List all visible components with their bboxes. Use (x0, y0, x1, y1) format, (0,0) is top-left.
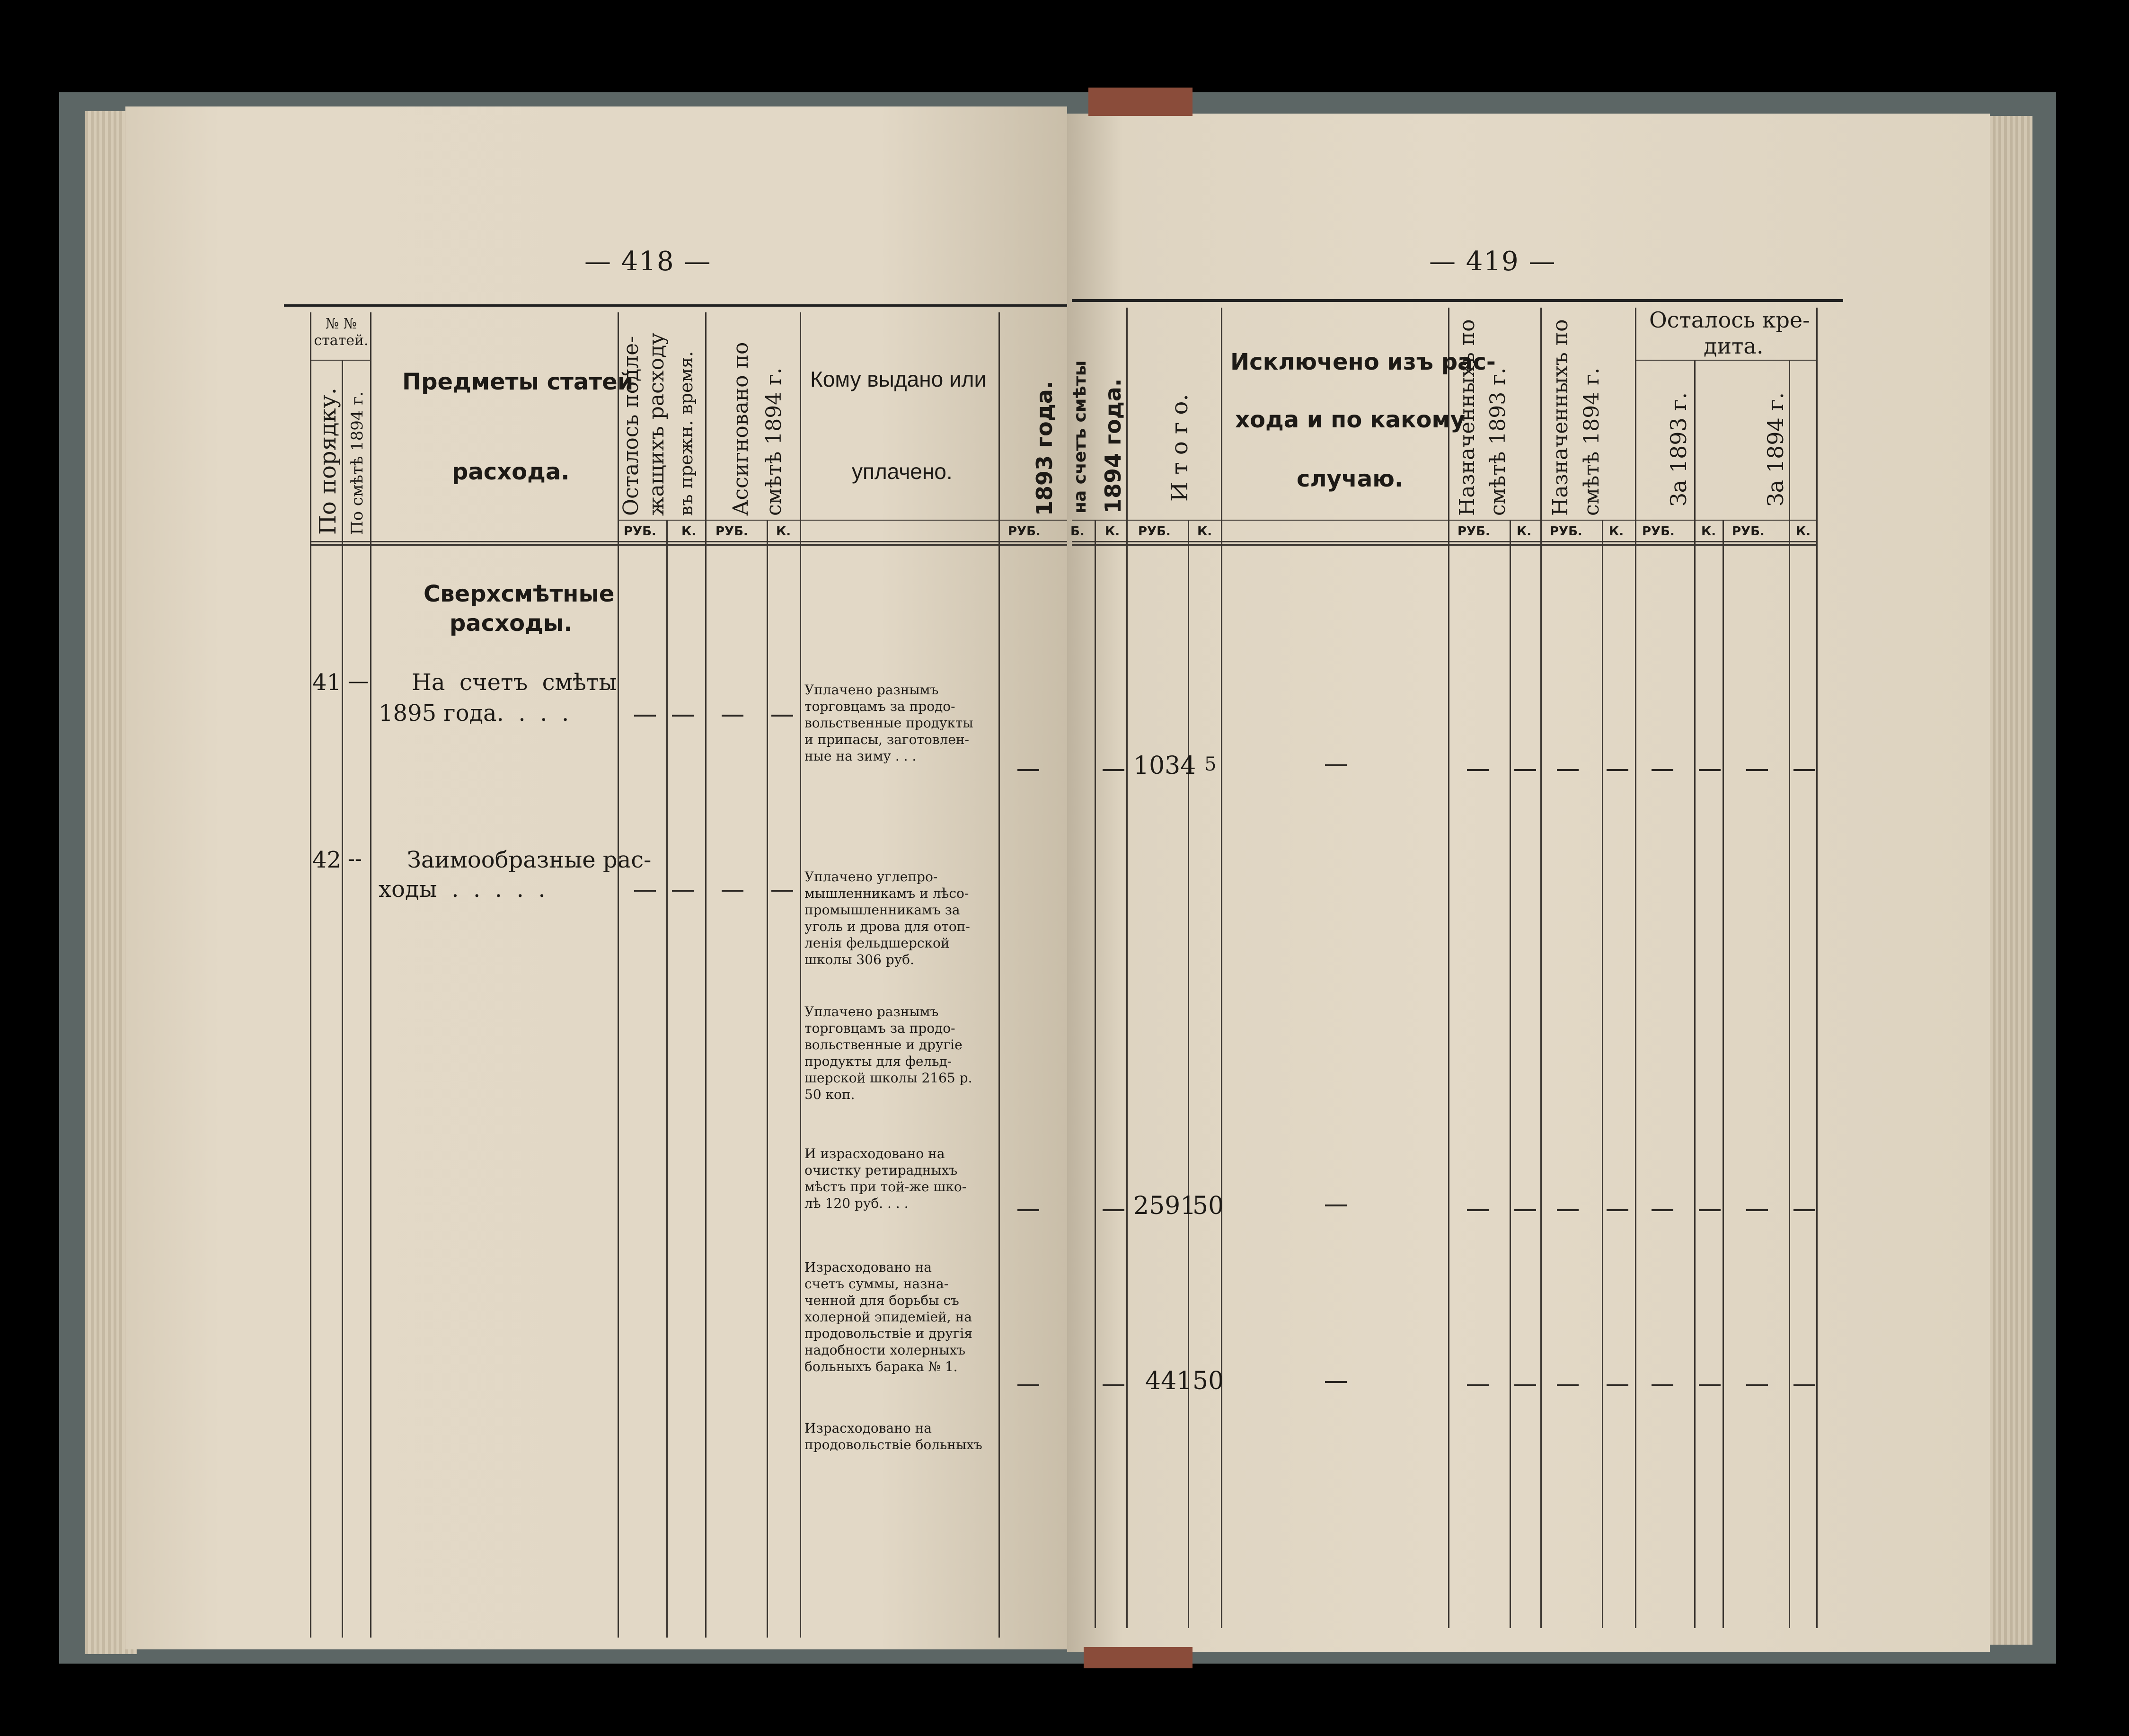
dash (1103, 1384, 1124, 1386)
header-rule-left-2 (310, 544, 1067, 546)
note-4: И израсходовано на очистку ретирадныхъ мѣстъ при той-же шко- лѣ 120 руб. . . . (804, 1146, 967, 1211)
header-assign-2: смѣтѣ 1894 г. (762, 367, 786, 516)
header-ostalos-kredita-1: Осталось кре- (1649, 307, 1810, 333)
unit-rub: РУБ. (1138, 524, 1171, 539)
item-41-num: 41 (312, 669, 342, 696)
itogo-value-2-rub: 2591 (1133, 1192, 1196, 1220)
dash (1652, 1384, 1673, 1386)
header-naznach-1894-2: смѣтѣ 1894 г. (1580, 367, 1604, 516)
unit-kop: К. (1197, 524, 1212, 539)
dash (1793, 1384, 1815, 1386)
header-assign-1: Ассигновано по (729, 342, 753, 516)
col-line (1448, 308, 1449, 1628)
dash (1325, 764, 1347, 766)
unit-kop: К. (1701, 524, 1716, 539)
col-line (310, 312, 311, 1638)
col-line (342, 360, 343, 1638)
col-line (800, 312, 801, 1638)
header-po-smete: По смѣтѣ 1894 г. (348, 391, 367, 535)
statei-rule (310, 360, 370, 361)
dash (1017, 1209, 1039, 1211)
itogo-value-3-kop: 50 (1193, 1367, 1224, 1395)
itogo-value-2-kop: 50 (1193, 1192, 1224, 1220)
col-line (998, 312, 1000, 1638)
unit-rub: РУБ. (1458, 524, 1490, 539)
col-line (666, 521, 668, 1638)
unit-rub: РУБ. (1008, 524, 1041, 539)
header-za-1893: За 1893 г. (1666, 392, 1691, 506)
header-naznach-1893-1: Назначенныхъ по (1455, 319, 1479, 516)
item-42-dash: -- (348, 847, 362, 871)
header-ostalos-2: жащихъ расходу (645, 332, 669, 516)
col-line (370, 312, 371, 1638)
unit-rub: РУБ. (1642, 524, 1675, 539)
header-rule-left (310, 541, 1067, 542)
header-smeta-1894: 1894 года. (1100, 378, 1126, 514)
col-line (767, 521, 768, 1638)
dash (1467, 769, 1489, 771)
itogo-value-1-rub: 1034 (1133, 752, 1196, 780)
col-line (1188, 521, 1189, 1628)
item-41-line1: На счетъ смѣты (412, 669, 617, 696)
header-statei: № № статей. (314, 316, 369, 349)
dash (1699, 1209, 1721, 1211)
dash (1467, 1384, 1489, 1386)
note-3: Уплачено разнымъ торговцамъ за продо- вольственные и другіе продукты для фельд- шерской школы 2165 р. 50 коп. (804, 1004, 972, 1102)
header-ostalos-1: Осталось подле- (619, 336, 643, 516)
note-2: Уплачено углепро- мышленникамъ и лѣсо- промышленникамъ за уголь и дрова для отоп- ленія фельдшерской школы 306 руб. (804, 869, 970, 967)
header-isklyucheno-1: Исключено изъ рас- (1230, 349, 1496, 375)
dash (1746, 1209, 1768, 1211)
item-42-line2: ходы . . . . . (379, 876, 546, 903)
dash (1017, 769, 1039, 771)
dash (771, 715, 793, 717)
dash (1325, 1381, 1347, 1383)
unit-rub: РУБ. (716, 524, 748, 539)
dash (1017, 1384, 1039, 1386)
header-predmety-1: Предметы статей (402, 369, 634, 395)
unit-kop: К. (681, 524, 697, 539)
header-po-poryadku: По порядку. (315, 388, 341, 535)
dash (1557, 1384, 1579, 1386)
dash (1514, 769, 1536, 771)
right-page (1067, 114, 1990, 1652)
top-rule-right (1072, 299, 1843, 302)
dash (1652, 769, 1673, 771)
unit-rub: РУБ. (624, 524, 656, 539)
header-year-1893: 1893 года. (1032, 381, 1057, 516)
itogo-value-1-kop: 5 (1204, 753, 1217, 775)
dash (1607, 1209, 1628, 1211)
header-naznach-1893-2: смѣтѣ 1893 г. (1486, 367, 1510, 516)
unit-rub: РУБ. (1550, 524, 1582, 539)
dash (1793, 1209, 1815, 1211)
dash (1699, 1384, 1721, 1386)
dash (1699, 769, 1721, 771)
unit-kop: К. (1609, 524, 1624, 539)
spine-tab-top (1088, 88, 1193, 116)
spine-tab-bottom (1084, 1647, 1193, 1668)
itogo-value-3-rub: 441 (1145, 1367, 1193, 1395)
item-42-line1: Заимообразные рас- (407, 847, 652, 873)
dash (672, 890, 694, 892)
col-line (1540, 308, 1542, 1628)
page-number-left: — 418 — (584, 246, 712, 277)
section-title-1: Сверхсмѣтные (424, 581, 615, 607)
dash (1793, 769, 1815, 771)
col-line (1510, 521, 1511, 1628)
right-page-edges (1990, 116, 2032, 1645)
note-6: Израсходовано на продовольствіе больныхъ (804, 1420, 982, 1453)
unit-rule-right (1072, 520, 1817, 521)
unit-kop: К. (1105, 524, 1120, 539)
col-line (705, 312, 707, 1638)
item-41-line2: 1895 года. . . . (379, 700, 569, 726)
dash (1652, 1209, 1673, 1211)
dash (1514, 1209, 1536, 1211)
unit-rub-partial: Б. (1070, 524, 1085, 539)
header-ostalos-3: въ прежн. время. (676, 351, 697, 516)
header-smeta-partial: на счетъ смѣты (1070, 360, 1090, 514)
col-line (1126, 308, 1128, 1628)
dash (1103, 769, 1124, 771)
header-komu-2: уплачено. (852, 459, 953, 484)
col-line (1221, 308, 1222, 1628)
col-line (1602, 521, 1603, 1628)
col-line (1789, 360, 1790, 1628)
col-line (1694, 360, 1696, 1628)
dash (1746, 1384, 1768, 1386)
dash (634, 890, 656, 892)
dash (1557, 769, 1579, 771)
unit-rub: РУБ. (1732, 524, 1765, 539)
item-41-dash: — (348, 669, 369, 693)
header-ostalos-kredita-2: дита. (1704, 333, 1764, 359)
header-komu-1: Кому выдано или (810, 367, 987, 391)
top-rule-left (284, 304, 1067, 307)
dash (1607, 769, 1628, 771)
dash (1557, 1209, 1579, 1211)
section-title-2: расходы. (450, 610, 573, 637)
header-isklyucheno-3: случаю. (1297, 466, 1404, 492)
dash (1103, 1209, 1124, 1211)
col-line (1635, 308, 1636, 1628)
dash (1467, 1209, 1489, 1211)
note-1: Уплачено разнымъ торговцамъ за продо- вольственные продукты и припасы, заготовлен- ные на зиму . . . (804, 682, 973, 764)
dash (1746, 769, 1768, 771)
header-za-1894: За 1894 г. (1763, 392, 1788, 506)
dash (722, 715, 743, 717)
dash (634, 715, 656, 717)
col-line (1095, 521, 1096, 1628)
note-5: Израсходовано на счетъ суммы, назна- ченной для борьбы съ холерной эпидеміей, на продовольствіе и другія надобности холерныхъ больныхъ барака № 1. (804, 1259, 973, 1374)
col-line (1816, 308, 1818, 1628)
dash (1607, 1384, 1628, 1386)
header-naznach-1894-1: Назначенныхъ по (1548, 319, 1572, 516)
header-isklyucheno-2: хода и по какому (1235, 407, 1466, 433)
dash (1325, 1205, 1347, 1206)
page-number-right: — 419 — (1429, 246, 1556, 277)
dash (722, 890, 743, 892)
header-rule-right (1072, 541, 1817, 542)
dash (1514, 1384, 1536, 1386)
item-42-num: 42 (312, 847, 342, 873)
header-itogo: И т о г о. (1166, 394, 1193, 502)
header-rule-right-2 (1072, 544, 1817, 546)
unit-kop: К. (776, 524, 791, 539)
unit-kop: К. (1796, 524, 1811, 539)
unit-kop: К. (1517, 524, 1532, 539)
col-line (1723, 521, 1724, 1628)
dash (672, 715, 694, 717)
dash (771, 890, 793, 892)
header-predmety-2: расхода. (452, 459, 570, 485)
